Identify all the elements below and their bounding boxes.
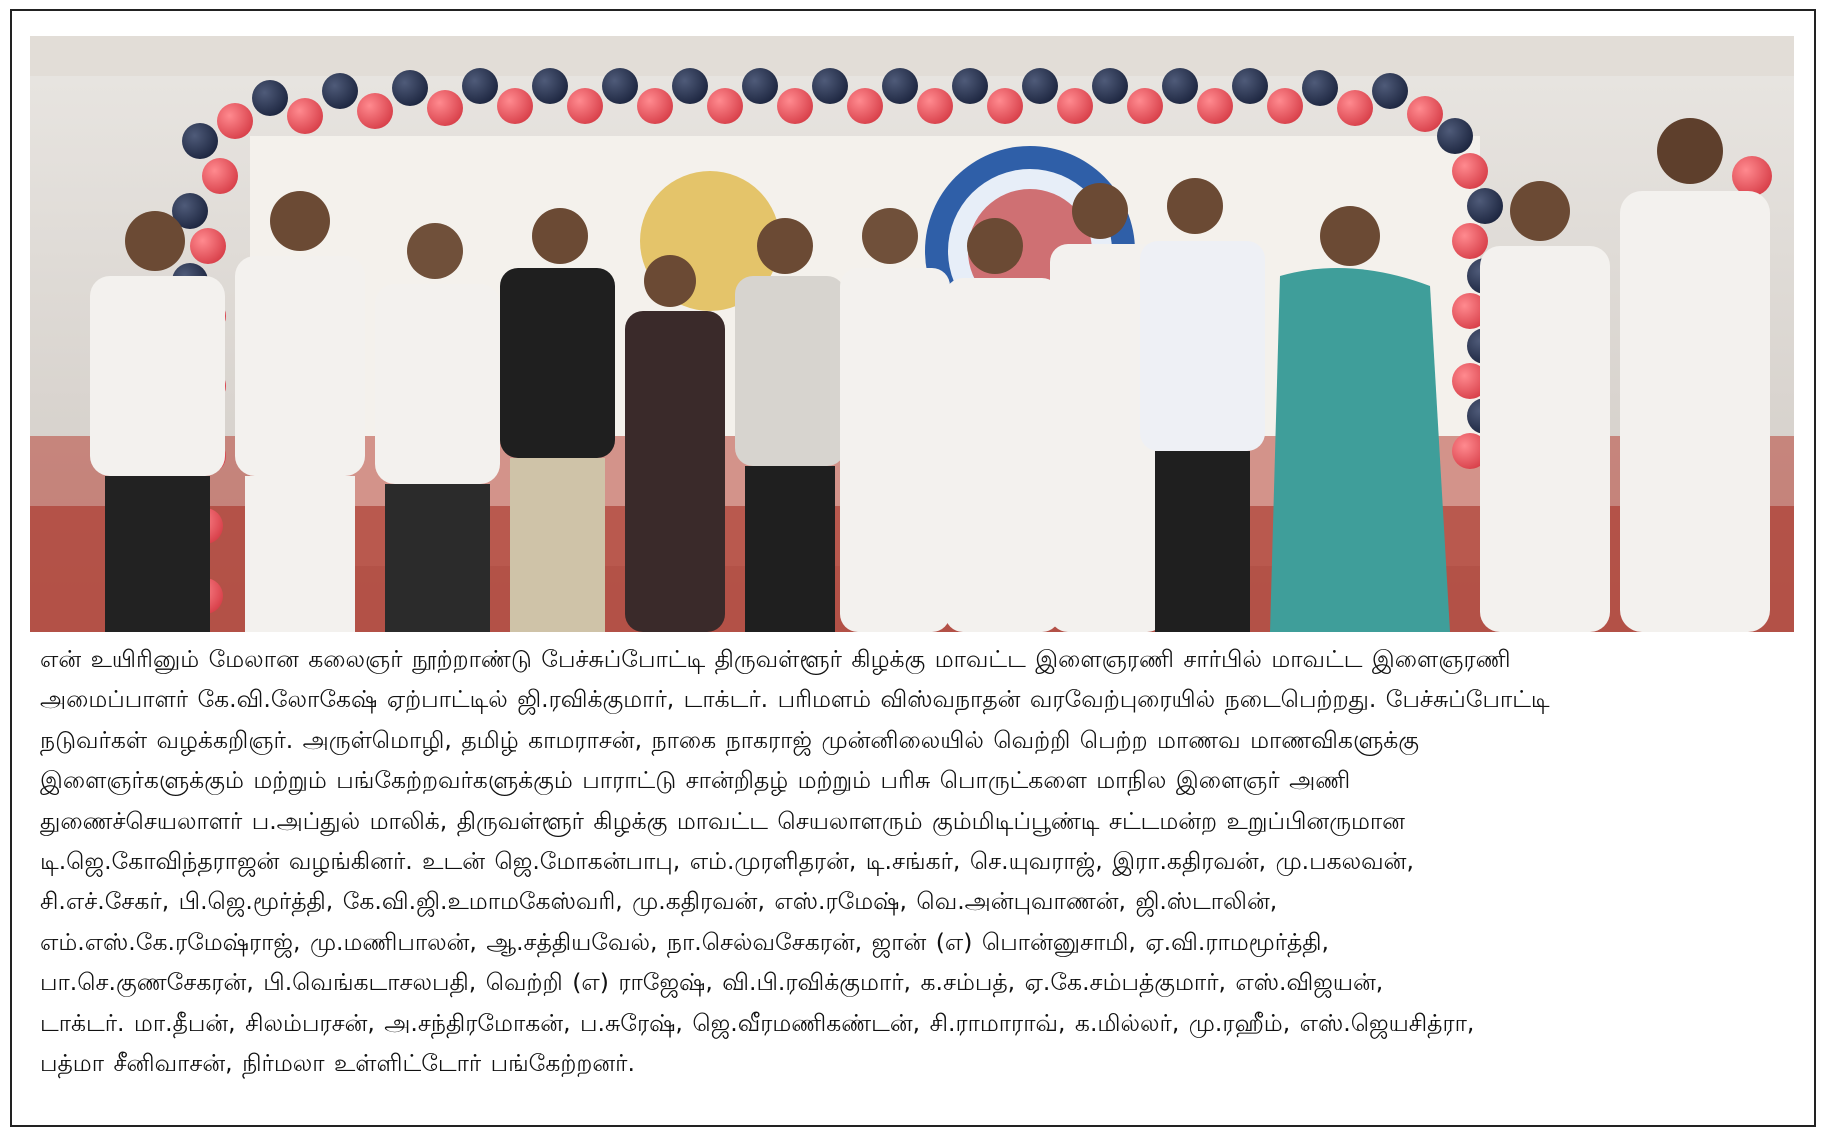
event-photo [30,36,1794,632]
event-photo-illustration [30,36,1794,632]
caption-line: எம்.எஸ்.கே.ரமேஷ்ராஜ், மு.மணிபாலன், ஆ.சத்தியவேல், நா.செல்வசேகரன், ஜான் (எ) பொன்னுசாமி, ஏ.வி.ராமமூர்த்தி, [40,927,1330,956]
caption-line: நடுவர்கள் வழக்கறிஞர். அருள்மொழி, தமிழ் காமராசன், நாகை நாகராஜ் முன்னிலையில் வெற்றி பெற்ற மாணவ மாணவிகளுக்கு [40,725,1420,754]
caption-line: பா.செ.குணசேகரன், பி.வெங்கடாசலபதி, வெற்றி (எ) ராஜேஷ், வி.பி.ரவிக்குமார், க.சம்பத், ஏ.கே.சம்பத்குமார், எஸ்.விஜயன், [40,968,1384,997]
caption-line: டி.ஜெ.கோவிந்தராஜன் வழங்கினர். உடன் ஜெ.மோகன்பாபு, எம்.முரளிதரன், டி.சங்கர், செ.யுவராஜ், இரா.கதிரவன், மு.பகலவன், [40,847,1414,876]
caption-text [40,639,1790,1083]
caption-line: பத்மா சீனிவாசன், நிர்மலா உள்ளிட்டோர் பங்கேற்றனர். [40,1049,635,1078]
caption-line: இளைஞர்களுக்கும் மற்றும் பங்கேற்றவர்களுக்கும் பாராட்டு சான்றிதழ் மற்றும் பரிசு பொருட்களை மாநில இளைஞர் அணி [40,766,1351,795]
caption-line: என் உயிரினும் மேலான கலைஞர் நூற்றாண்டு பேச்சுப்போட்டி திருவள்ளூர் கிழக்கு மாவட்ட இளைஞரணி சார்பில் மாவட்ட இளைஞரணி [40,645,1511,673]
newspaper-clipping [10,9,1816,1127]
caption-line: துணைச்செயலாளர் ப.அப்துல் மாலிக், திருவள்ளூர் கிழக்கு மாவட்ட செயலாளரும் கும்மிடிப்பூண்டி சட்டமன்ற உறுப்பினருமான [40,806,1405,835]
caption-line: சி.எச்.சேகர், பி.ஜெ.மூர்த்தி, கே.வி.ஜி.உமாமகேஸ்வரி, மு.கதிரவன், எஸ்.ரமேஷ், வெ.அன்புவாணன், ஜி.ஸ்டாலின், [40,887,1278,916]
caption-line: டாக்டர். மா.தீபன், சிலம்பரசன், அ.சந்திரமோகன், ப.சுரேஷ், ஜெ.வீரமணிகண்டன், சி.ராமாராவ், க.மில்லர், மு.ரஹீம், எஸ்.ஜெயசித்ரா, [40,1008,1475,1037]
caption-line: அமைப்பாளர் கே.வி.லோகேஷ் ஏற்பாட்டில் ஜி.ரவிக்குமார், டாக்டர். பரிமளம் விஸ்வநாதன் வரவேற்புரையில் நடைபெற்றது. பேச்சுப்போட்டி [40,685,1550,714]
